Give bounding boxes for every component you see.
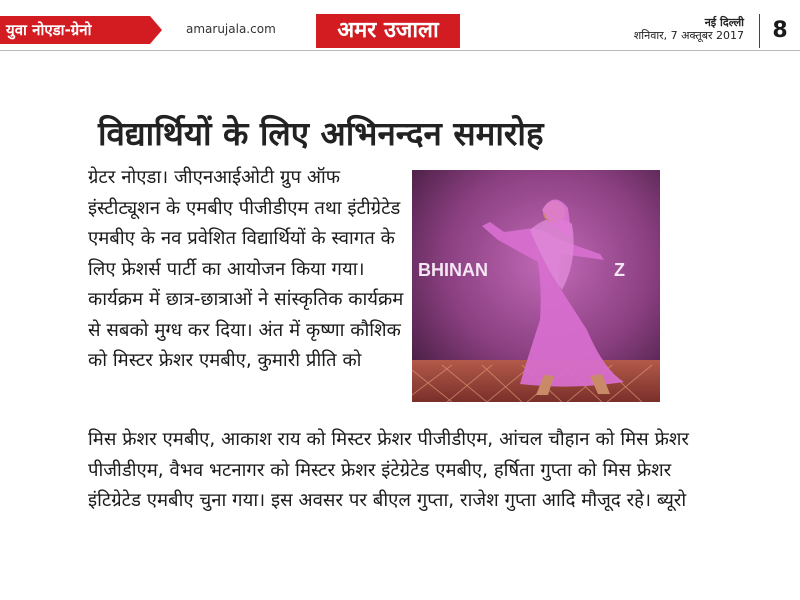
header-divider <box>0 50 800 51</box>
section-tag: युवा नोएडा-ग्रेनो <box>0 16 150 44</box>
edition-city: नई दिल्ली <box>704 16 744 29</box>
site-url: amarujala.com <box>186 22 276 36</box>
event-photo <box>412 170 660 402</box>
banner-text-right: Z <box>614 260 625 280</box>
page-header <box>0 0 800 50</box>
article-body-column: ग्रेटर नोएडा। जीएनआईओटी ग्रुप ऑफ इंस्टीट्यूशन के एमबीए पीजीडीएम तथा इंटीग्रेटेड एमबीए के नव प्रवेशित विद्यार्थियों के स्वागत के लिए फ्रेशर्स पार्टी का आयोजन किया गया। कार्यक्रम में छात्र-छात्राओं ने सांस्कृतिक कार्यक्रम से सबको मुग्ध कर दिया। अंत में कृष्णा कौशिक को मिस्टर फ्रेशर एमबीए, कुमारी प्रीति को <box>88 167 404 371</box>
newspaper-masthead: अमर उजाला <box>316 14 460 48</box>
edition-info <box>634 16 744 42</box>
banner-text: BHINAN <box>418 260 488 280</box>
section-tag-arrow <box>150 16 162 44</box>
dancer-photo-illustration <box>412 170 660 402</box>
page-number: 8 <box>759 14 800 48</box>
article-headline: विद्यार्थियों के लिए अभिनन्दन समारोह <box>98 114 544 153</box>
edition-date: शनिवार, 7 अक्तूबर 2017 <box>633 29 744 42</box>
article-body-full-width: मिस फ्रेशर एमबीए, आकाश राय को मिस्टर फ्रेशर पीजीडीएम, आंचल चौहान को मिस फ्रेशर पीजीडीएम, वैभव भटनागर को मिस्टर फ्रेशर इंटेग्रेटेड एमबीए, हर्षिता गुप्ता को मिस फ्रेशर इंटिग्रेटेड एमबीए चुना गया। इस अवसर पर बीएल गुप्ता, राजेश गुप्ता आदि मौजूद रहे। ब्यूरो <box>88 429 689 511</box>
